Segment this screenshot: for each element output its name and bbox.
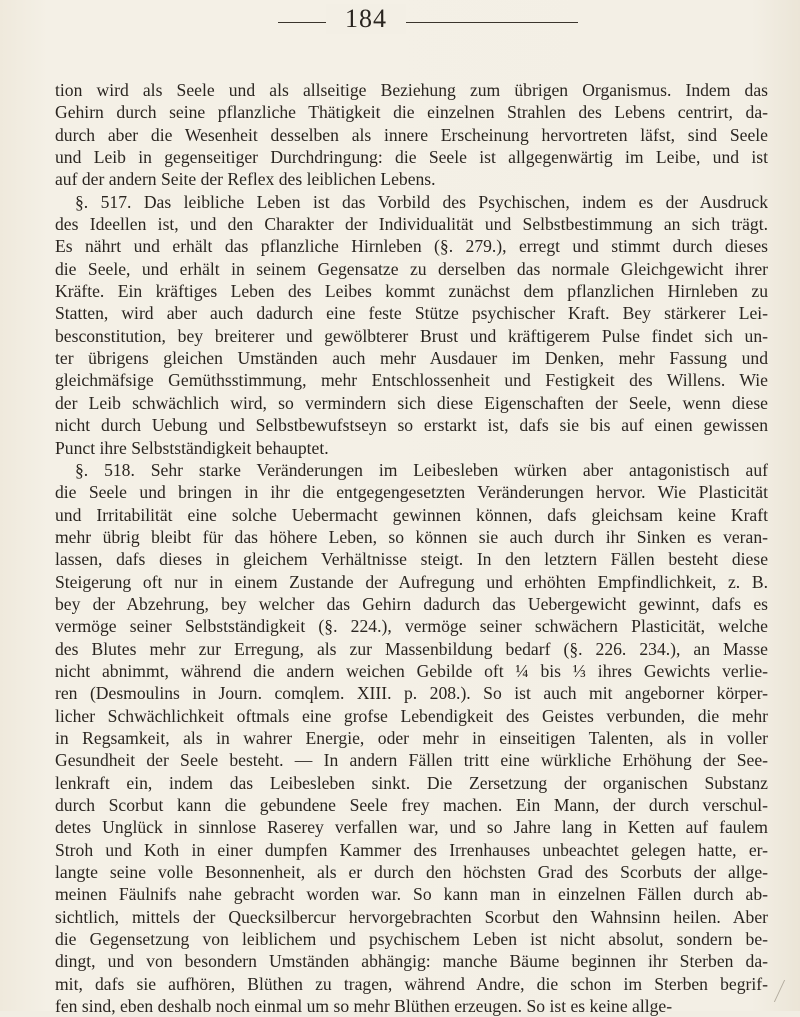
text-line: lassen, dafs dieses in gleichem Verhältnisse steigt. In den letztern Fällen besteht diese bbox=[55, 549, 768, 570]
text-line: licher Schwächlichkeit oftmals eine grofse Lebendigkeit des Geistes verbunden, die mehr bbox=[55, 705, 768, 726]
paragraph bbox=[55, 79, 768, 191]
text-line: Stroh und Koth in einer dumpfen Kammer des Irrenhauses unbeachtet gelegen hatte, er- bbox=[55, 839, 768, 860]
text-line: bey der Abzehrung, bey welcher das Gehirn dadurch das Uebergewicht gewinnt, dafs es bbox=[55, 593, 768, 614]
text-line: nicht abnimmt, während die andern weichen Gebilde oft ¼ bis ⅓ ihres Gewichts verlie- bbox=[55, 660, 768, 681]
text-line: sichtlich, mittels der Quecksilbercur hervorgebrachten Scorbut den Wahnsinn heilen. Aber bbox=[55, 906, 768, 927]
text-line: detes Unglück in sinnlose Raserey verfallen war, und so Jahre lang in Ketten auf faulem bbox=[55, 817, 768, 838]
text-line: ter übrigens gleichen Umständen auch mehr Ausdauer im Denken, mehr Fassung und bbox=[55, 348, 768, 369]
text-line: Statten, wird aber auch dadurch eine feste Stütze psychischer Kraft. Bey stärkerer Lei- bbox=[55, 303, 768, 324]
text-line: Steigerung oft nur in einem Zustande der Aufregung und erhöhten Empfindlichkeit, z. B. bbox=[55, 571, 768, 592]
text-line: mehr übrig bleibt für das höhere Leben, so können sie auch durch ihr Sinken es veran- bbox=[55, 526, 768, 547]
text-line: tion wird als Seele und als allseitige Beziehung zum übrigen Organismus. Indem das bbox=[55, 80, 768, 100]
text-line: die Seele und bringen in ihr die entgegengesetzten Veränderungen hervor. Wie Plasticität bbox=[55, 482, 768, 503]
text-line: ren (Desmoulins in Journ. comqlem. XIII. p. 208.). So ist auch mit angeborner körper- bbox=[55, 683, 768, 704]
text-line: die Seele, und erhält in seinem Gegensatze zu derselben das normale Gleichgewicht ihrer bbox=[55, 258, 768, 279]
text-line: lenkraft ein, indem das Leibesleben sinkt. Die Zersetzung der organischen Substanz bbox=[55, 772, 768, 793]
text-line: die Gegensetzung von leiblichem und psychischem Leben ist nicht absolut, sondern be- bbox=[55, 929, 768, 950]
paragraph bbox=[55, 191, 768, 459]
text-line: mit, dafs sie aufhören, Blüthen zu tragen, während Andre, die schon im Sterben begrif- bbox=[55, 973, 768, 994]
text-line: gleichmäfsige Gemüthsstimmung, mehr Entschlossenheit und Festigkeit des Willens. Wie bbox=[55, 370, 768, 391]
text-line: besconstitution, bey breiterer und gewölbterer Brust und kräftigerem Pulse findet sich un- bbox=[55, 325, 768, 346]
text-line: auf der andern Seite der Reflex des leiblichen Lebens. bbox=[55, 169, 436, 190]
text-line: Gehirn durch seine pflanzliche Thätigkeit die einzelnen Strahlen des Lebens centrirt, da- bbox=[55, 102, 768, 123]
body-text bbox=[55, 79, 768, 1017]
text-line: Gesundheit der Seele besteht. — In andern Fällen tritt eine würkliche Erhöhung der See- bbox=[55, 750, 768, 771]
text-line: durch Scorbut kann die gebundene Seele frey machen. Ein Mann, der durch verschul- bbox=[55, 795, 768, 815]
text-line: des Blutes mehr zur Erregung, als zur Massenbildung bedarf (§. 226. 234.), an Masse bbox=[55, 638, 768, 659]
text-line: §. 518. Sehr starke Veränderungen im Leibesleben würken aber antagonistisch auf bbox=[75, 459, 768, 480]
text-line: durch aber die Wesenheit desselben als innere Erscheinung hervortreten läfst, sind Seele bbox=[55, 124, 768, 145]
text-line: §. 517. Das leibliche Leben ist das Vorbild des Psychischen, indem es der Ausdruck bbox=[75, 191, 768, 212]
text-line: meinen Fäulnifs nahe gebracht worden war. So kann man in einzelnen Fällen durch ab- bbox=[55, 884, 768, 905]
page-edge-mark bbox=[774, 980, 799, 1002]
text-line: und Irritabilität eine solche Uebermacht gewinnen können, dafs gleichsam keine Kraft bbox=[55, 504, 768, 525]
paragraph bbox=[55, 459, 768, 1017]
text-line: vermöge seiner Selbstständigkeit (§. 224.), vermöge seiner schwächern Plasticität, welche bbox=[55, 616, 768, 637]
text-line: nicht durch Uebung und Selbstbewufstseyn so erstarkt ist, dafs sie bis auf einen gewissen bbox=[55, 415, 768, 436]
page-header bbox=[0, 0, 800, 56]
text-line: langte seine volle Besonnenheit, als er durch den höchsten Grad des Scorbuts der allge- bbox=[55, 862, 768, 883]
text-line: Es nährt und erhält das pflanzliche Hirnleben (§. 279.), erregt und stimmt durch dieses bbox=[55, 236, 768, 257]
text-line: der Leib schwächlich wird, so vermindern sich diese Eigenschaften der Seele, wenn diese bbox=[55, 392, 768, 413]
text-line: Punct ihre Selbstständigkeit behauptet. bbox=[55, 437, 329, 458]
text-line: fen sind, eben deshalb noch einmal um so mehr Blüthen erzeugen. So ist es keine allge- bbox=[55, 996, 673, 1017]
header-rule bbox=[278, 22, 578, 23]
page-number: 184 bbox=[326, 4, 406, 34]
text-line: dingt, und von besondern Umständen abhängig: manche Bäume beginnen ihr Sterben da- bbox=[55, 951, 768, 972]
text-line: des Ideellen ist, und den Charakter der Individualität und Selbstbestimmung an sich trägt. bbox=[55, 214, 768, 235]
text-line: in Regsamkeit, als in wahrer Energie, oder mehr in einseitigen Talenten, als in voller bbox=[55, 727, 768, 748]
text-line: und Leib in gegenseitiger Durchdringung: die Seele ist allgegenwärtig im Leibe, und ist bbox=[55, 147, 768, 168]
text-line: Kräfte. Ein kräftiges Leben des Leibes kommt zunächst dem pflanzlichen Hirnleben zu bbox=[55, 281, 768, 302]
